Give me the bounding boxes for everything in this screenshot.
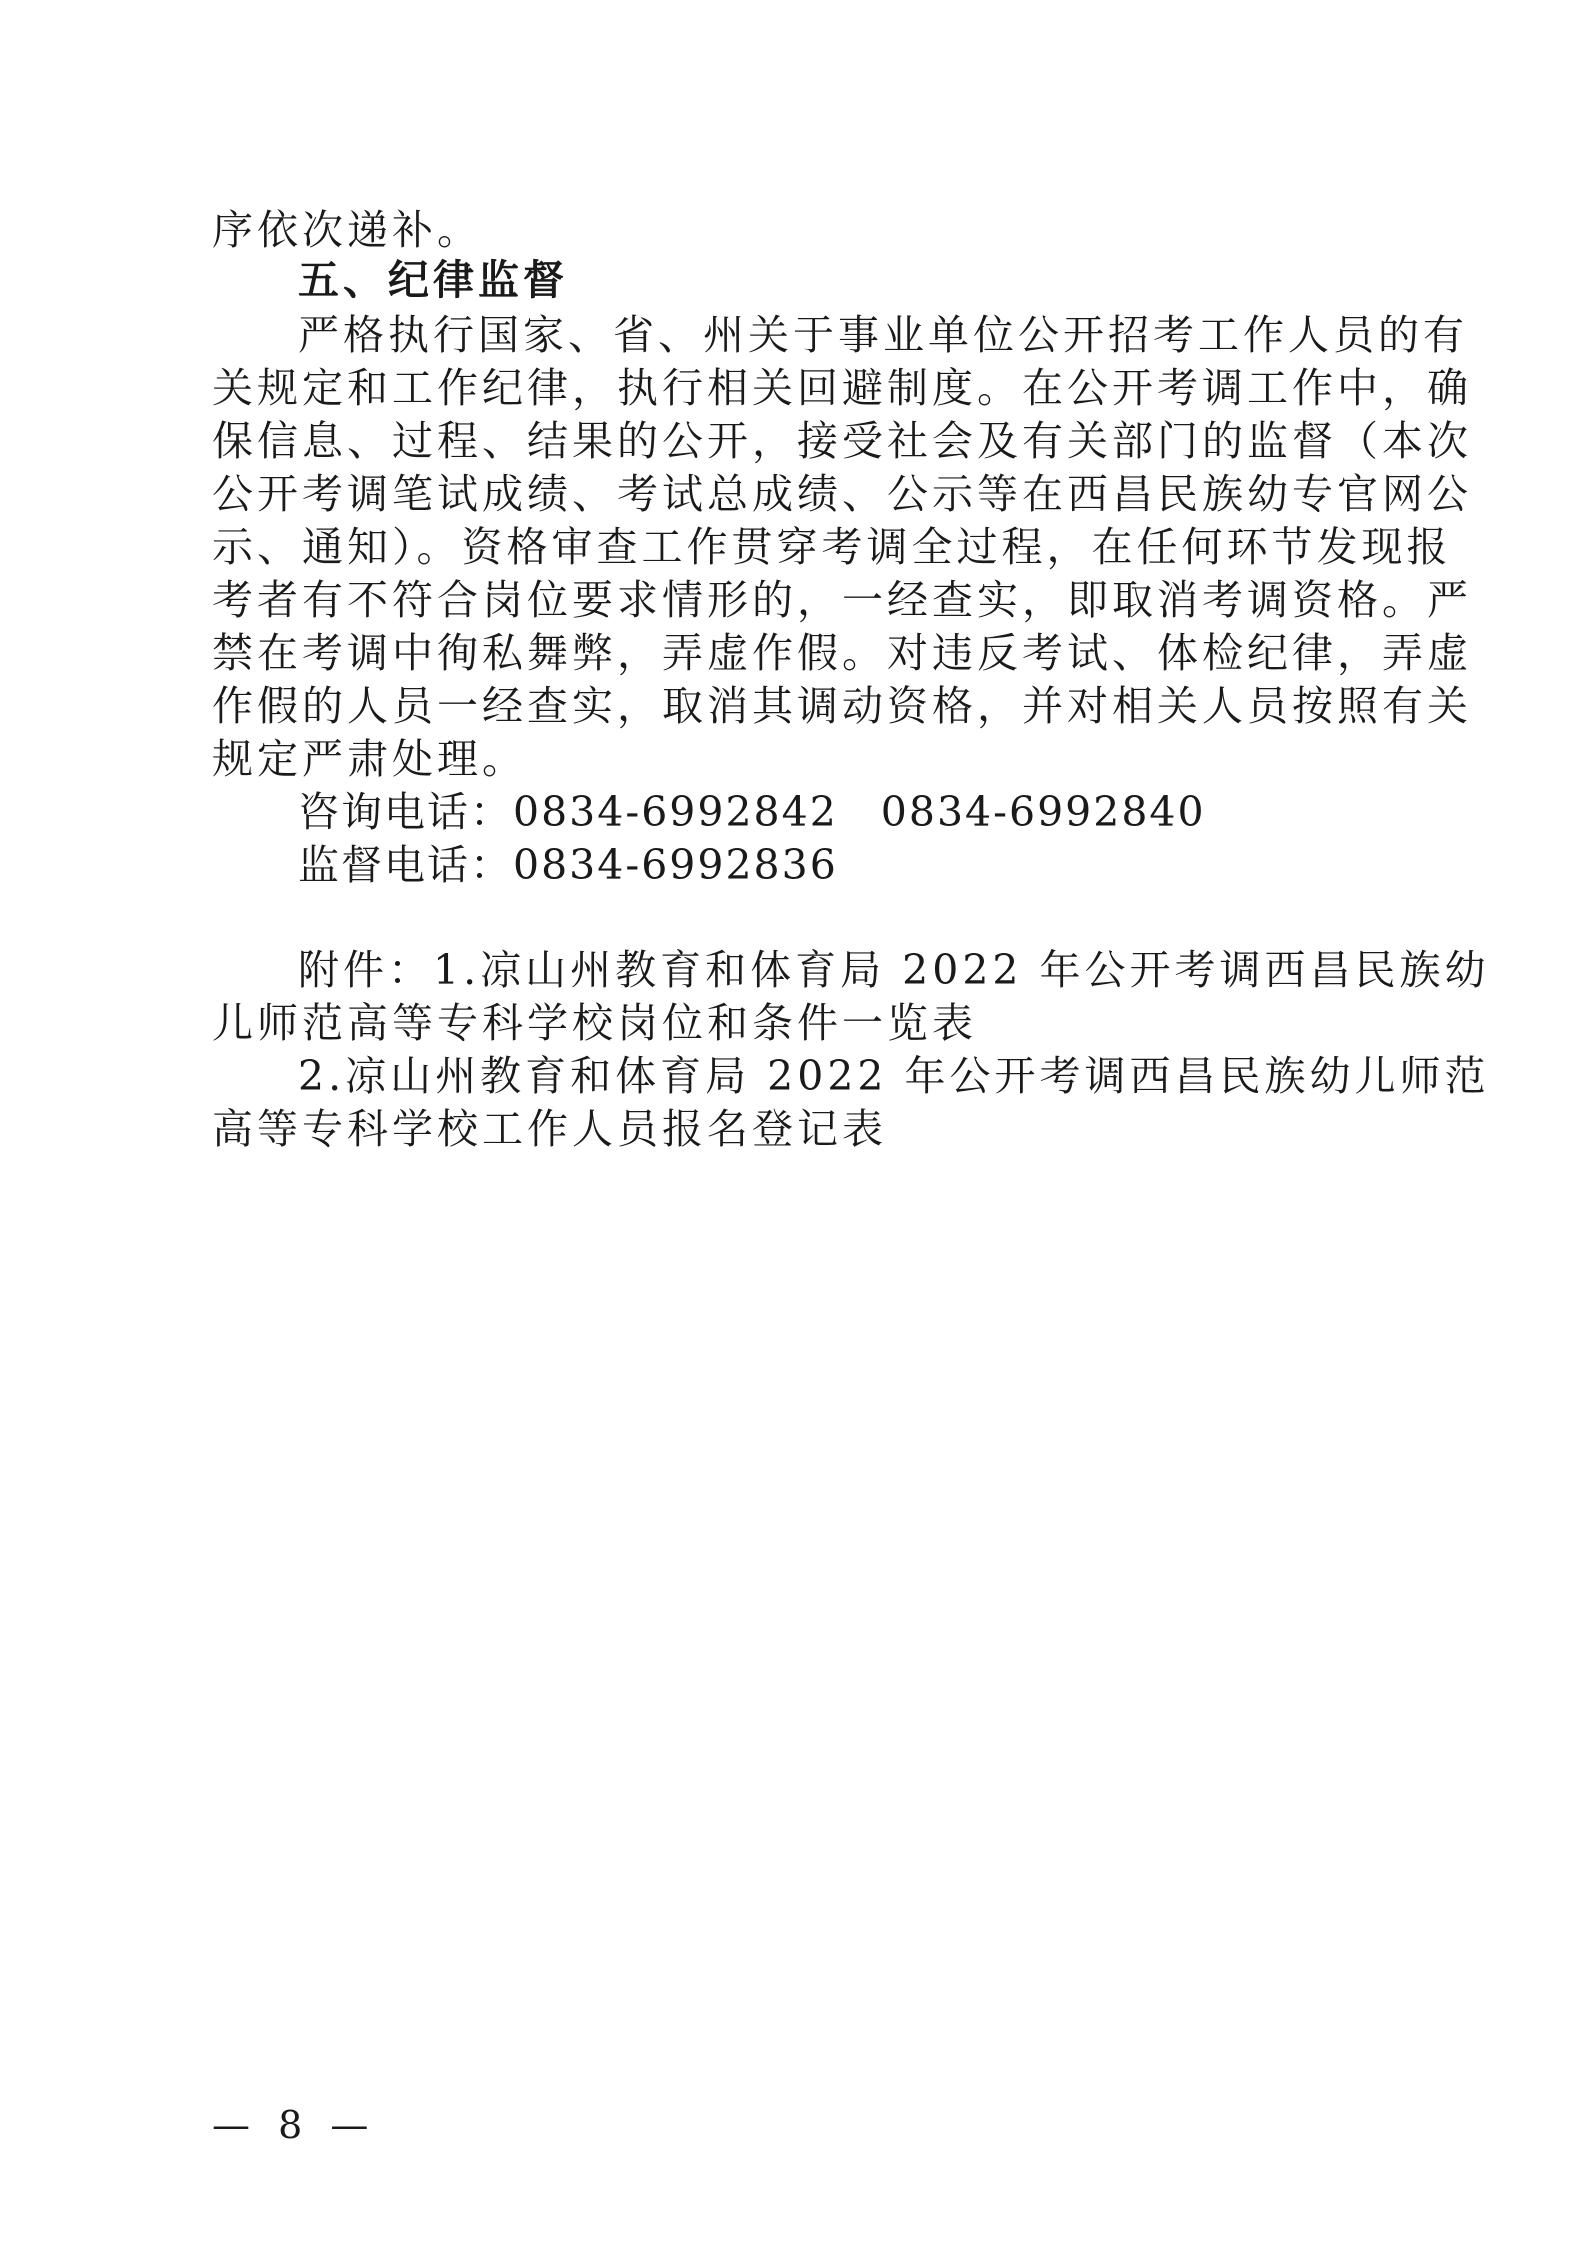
paragraph-line: 作假的人员一经查实，取消其调动资格，并对相关人员按照有关 [212,682,1472,730]
paragraph-line: 保信息、过程、结果的公开，接受社会及有关部门的监督（本次 [212,417,1472,465]
paragraph-line: 考者有不符合岗位要求情形的，一经查实，即取消考调资格。严 [212,576,1472,624]
supervision-phone: 监督电话：0834-6992836 [298,841,838,889]
paragraph-line: 公开考调笔试成绩、考试总成绩、公示等在西昌民族幼专官网公 [212,470,1472,518]
attachment-line: 附件：1.凉山州教育和体育局 2022 年公开考调西昌民族幼 [298,946,1490,994]
paragraph-line: 关规定和工作纪律，执行相关回避制度。在公开考调工作中，确 [212,364,1472,412]
page-number: — 8 — [212,2103,377,2147]
paragraph-line: 规定严肃处理。 [212,735,527,783]
paragraph-line: 禁在考调中徇私舞弊，弄虚作假。对违反考试、体检纪律，弄虚 [212,629,1472,677]
attachment-line: 高等专科学校工作人员报名登记表 [212,1105,887,1153]
consultation-phone: 咨询电话：0834-6992842 0834-6992840 [298,788,1206,836]
section-heading: 五、纪律监督 [298,256,568,304]
paragraph-line: 示、通知）。资格审查工作贯穿考调全过程，在任何环节发现报 [212,523,1452,571]
paragraph-line: 严格执行国家、省、州关于事业单位公开招考工作人员的有 [298,311,1468,359]
paragraph-continuation: 序依次递补。 [212,206,482,254]
attachment-line: 儿师范高等专科学校岗位和条件一览表 [212,999,977,1047]
attachment-line: 2.凉山州教育和体育局 2022 年公开考调西昌民族幼儿师范 [298,1052,1490,1100]
